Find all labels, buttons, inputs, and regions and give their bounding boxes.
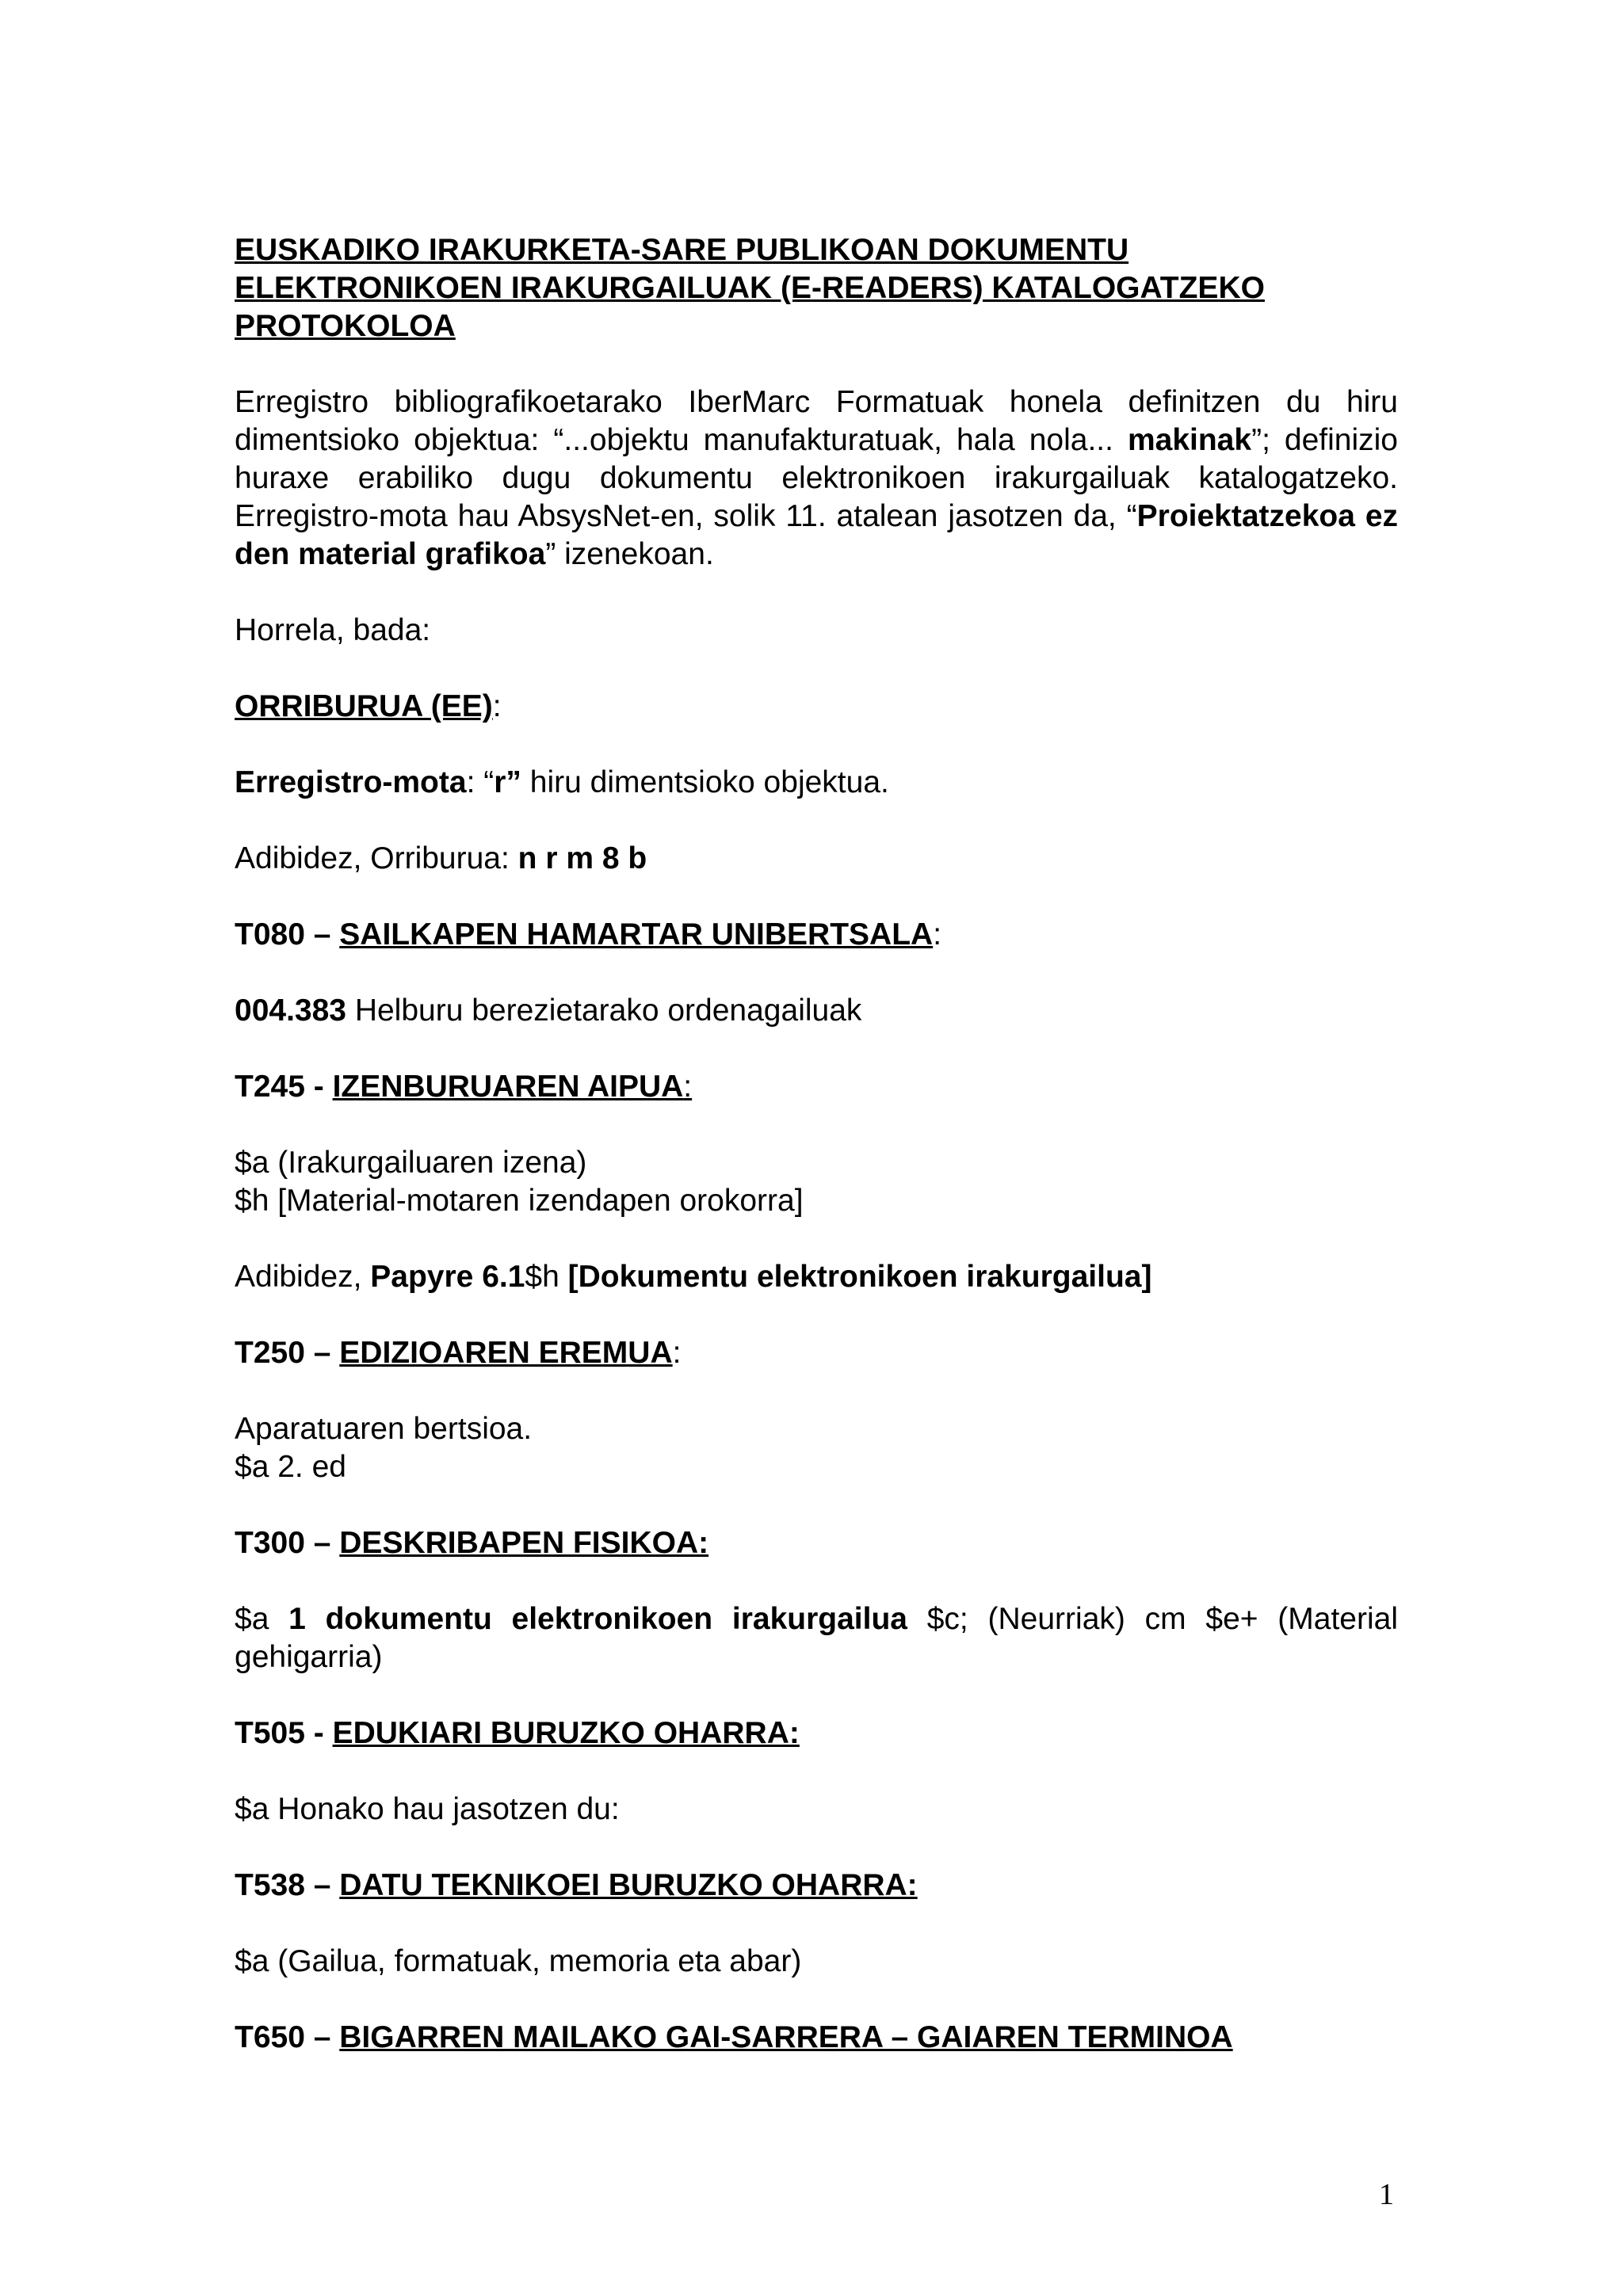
t300-heading [235, 1524, 1398, 1562]
t080-value-text: Helburu berezietarako ordenagailuak [346, 994, 862, 1028]
t538-heading-text: DATU TEKNIKOEI BURUZKO OHARRA: [339, 1868, 918, 1902]
t245-example-sub: $h [525, 1260, 568, 1294]
t300-value [235, 1600, 1398, 1676]
t300-value-rest: $c; (Neurriak) cm $e+ (Material gehigarria) [235, 1602, 1399, 1674]
orriburua-example-prefix: Adibidez, Orriburua: [235, 841, 518, 875]
t650-heading [235, 2019, 1398, 2057]
t250-code: T250 – [235, 1336, 340, 1370]
erregistro-mota-line [235, 764, 1398, 802]
intro-bold-makinak: makinak [1127, 423, 1252, 457]
document-body [235, 231, 1398, 2095]
intro-text-3: ” izenekoan. [545, 537, 714, 571]
orriburua-heading-text: ORRIBURUA (EE) [235, 689, 493, 723]
page-number: 1 [1379, 2178, 1394, 2211]
t245-example [235, 1258, 1398, 1296]
t300-value-prefix: $a [235, 1602, 289, 1636]
t245-subfield-a: $a (Irakurgailuaren izena) [235, 1146, 587, 1180]
t650-heading-text: BIGARREN MAILAKO GAI-SARRERA – GAIAREN TERMINOA [339, 2020, 1233, 2054]
t505-heading-text: EDUKIARI BURUZKO OHARRA: [332, 1716, 800, 1750]
t250-line-1: Aparatuaren bertsioa. [235, 1412, 533, 1446]
t080-value-code: 004.383 [235, 994, 346, 1028]
t505-heading [235, 1714, 1398, 1753]
t300-code: T300 – [235, 1526, 340, 1560]
t250-heading [235, 1334, 1398, 1372]
t505-value: $a Honako hau jasotzen du: [235, 1792, 620, 1826]
intro-text-2: ”; definizio huraxe erabiliko dugu dokumentu elektronikoen irakurgailuak katalogatzeko. Erregistro-mota hau AbsysNet-en, solik 11. atalean jasotzen da, “ [235, 423, 1398, 533]
t245-heading-text: IZENBURUAREN AIPUA [332, 1070, 684, 1104]
t250-line-2: $a 2. ed [235, 1450, 346, 1484]
t245-example-gmd: [Dokumentu elektronikoen irakurgailua] [567, 1260, 1152, 1294]
orriburua-colon: : [492, 689, 502, 723]
orriburua-example [235, 840, 1398, 878]
t505-code: T505 - [235, 1716, 333, 1750]
t245-code: T245 - [235, 1070, 333, 1104]
t538-heading [235, 1867, 1398, 1905]
intro-paragraph [235, 383, 1398, 574]
t245-colon: : [683, 1070, 693, 1104]
erregistro-mota-label: Erregistro-mota [235, 765, 467, 799]
document-title: EUSKADIKO IRAKURKETA-SARE PUBLIKOAN DOKUMENTU ELEKTRONIKOEN IRAKURGAILUAK (E-READERS) KATALOGATZEKO PROTOKOLOA [235, 233, 1265, 343]
t538-code: T538 – [235, 1868, 340, 1902]
t300-heading-text: DESKRIBAPEN FISIKOA: [339, 1526, 709, 1560]
t080-value [235, 992, 1398, 1030]
t245-heading [235, 1068, 1398, 1106]
erregistro-mota-rest: hiru dimentsioko objektua. [521, 765, 889, 799]
erregistro-mota-value: r” [494, 765, 521, 799]
t245-subfield-h: $h [Material-motaren izendapen orokorra] [235, 1184, 804, 1218]
t080-code: T080 – [235, 917, 340, 952]
t245-example-prefix: Adibidez, [235, 1260, 371, 1294]
t245-subfields [235, 1144, 1398, 1220]
t250-lines [235, 1410, 1398, 1486]
orriburua-heading [235, 688, 1398, 726]
t300-value-bold: 1 dokumentu elektronikoen irakurgailua [288, 1602, 907, 1636]
t250-colon: : [672, 1336, 682, 1370]
t080-heading [235, 916, 1398, 954]
t538-value: $a (Gailua, formatuak, memoria eta abar) [235, 1944, 802, 1978]
t250-heading-text: EDIZIOAREN EREMUA [339, 1336, 673, 1370]
t650-code: T650 – [235, 2020, 340, 2054]
intro-text-1: Erregistro bibliografikoetarako IberMarc Formatuak honela definitzen du hiru dimentsioko objektua: “...objektu manufakturatuak, hala nola... [235, 385, 1398, 457]
t080-heading-text: SAILKAPEN HAMARTAR UNIBERTSALA [339, 917, 934, 952]
horrela-line: Horrela, bada: [235, 613, 431, 647]
t245-example-title: Papyre 6.1 [370, 1260, 525, 1294]
erregistro-mota-sep: : “ [466, 765, 495, 799]
t080-colon: : [933, 917, 942, 952]
intro-bold-material: Proiektatzekoa ez den material grafikoa [235, 499, 1399, 571]
orriburua-example-value: n r m 8 b [517, 841, 647, 875]
